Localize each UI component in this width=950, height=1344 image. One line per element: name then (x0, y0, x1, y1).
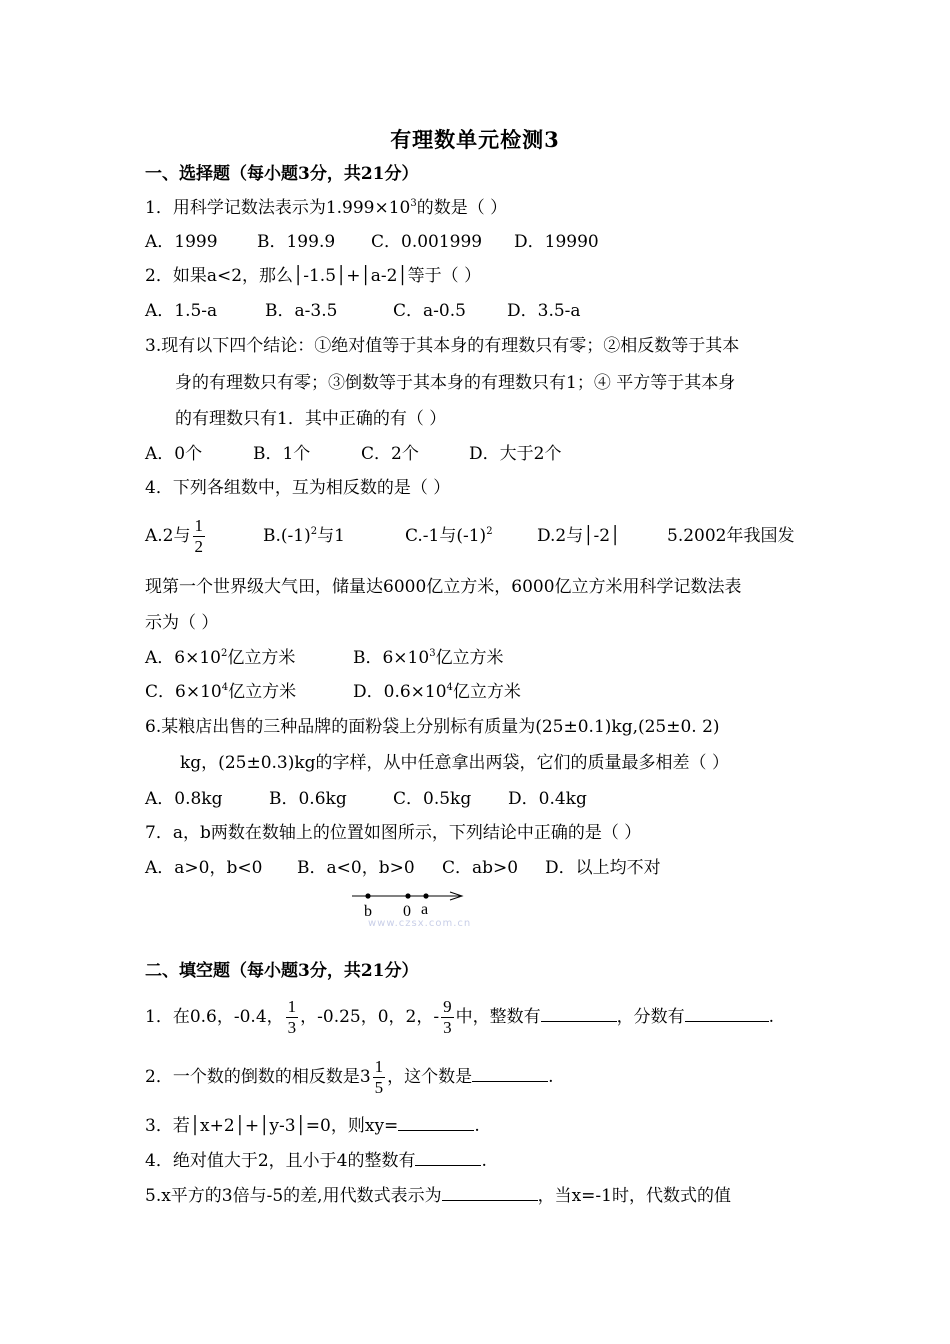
q1-option-d: D．19990 (514, 232, 599, 252)
question-7-options (145, 856, 661, 880)
point-b (365, 893, 370, 898)
page-title: 有理数单元检测3 (390, 127, 560, 152)
q2-option-b: B．a-3.5 (265, 301, 338, 321)
fraction-one-third: $\frac{1}{3}$ (287, 997, 297, 1037)
section1-heading: 一、选择题（每小题3分，共21分） (145, 164, 419, 184)
question-7: 7．a，b两数在数轴上的位置如图所示，下列结论中正确的是（ ） (145, 823, 642, 843)
question-2: 2．如果a<2，那么│-1.5│+│a-2│等于（ ） (145, 266, 482, 286)
question-2-options (145, 299, 581, 323)
blank-xy[interactable] (398, 1114, 474, 1131)
q4-option-d: D.2与│-2│ (537, 526, 621, 546)
blank-number[interactable] (472, 1065, 548, 1082)
q7-option-a: A．a>0，b<0 (145, 858, 263, 878)
q6-option-d: D．0.4kg (508, 789, 587, 809)
fill-question-4: 4．绝对值大于2，且小于4的整数有 . (145, 1151, 487, 1171)
q7-option-d: D．以上均不对 (545, 858, 661, 878)
q5-option-b: B．$6\times 10^3$亿立方米 (353, 648, 504, 668)
blank-integers-range[interactable] (415, 1149, 481, 1166)
question-5-line3: 示为（ ） (145, 613, 219, 633)
q1-option-a: A．1999 (145, 232, 218, 252)
q1-option-c: C．0.001999 (371, 232, 483, 252)
question-4: 4．下列各组数中，互为相反数的是（ ） (145, 478, 451, 498)
q6-option-c: C．0.5kg (393, 789, 472, 809)
question-1-options (145, 230, 599, 254)
point-zero (405, 893, 410, 898)
watermark: www.czsx.com.cn (368, 918, 472, 929)
fraction-nine-thirds: $\frac{9}{3}$ (443, 997, 452, 1037)
q3-option-c: C．2个 (361, 444, 419, 464)
fill-question-1: 1．在0.6，-0.4， $\frac{1}{3}$ ，-0.25，0，2，- $\frac{9}{3}$ 中，整数有 ，分数有 . (145, 997, 775, 1037)
q6-option-b: B．0.6kg (269, 789, 347, 809)
label-zero: 0 (403, 903, 411, 920)
question-3-line3: 的有理数只有1．其中正确的有（ ） (175, 409, 447, 429)
question-5-options-cd (145, 680, 521, 704)
q3-option-d: D．大于2个 (469, 444, 562, 464)
fraction-one-fifth: $\frac{1}{5}$ (374, 1057, 384, 1097)
q7-option-c: C．ab>0 (442, 858, 519, 878)
blank-expression[interactable] (442, 1184, 538, 1201)
section2-heading: 二、填空题（每小题3分，共21分） (145, 961, 419, 981)
q5-option-c: C．$6\times 10^4$亿立方米 (145, 682, 297, 702)
fill-question-2: 2．一个数的倒数的相反数是3 $\frac{1}{5}$ ，这个数是 . (145, 1057, 554, 1097)
fill-question-3: 3．若│x+2│+│y-3│=0，则xy= . (145, 1116, 480, 1136)
q6-option-a: A．0.8kg (145, 789, 223, 809)
point-a (423, 893, 428, 898)
blank-integers[interactable] (541, 1005, 617, 1022)
question-5-options-ab (145, 646, 504, 670)
q3-option-b: B．1个 (253, 444, 311, 464)
question-3-line1: 3.现有以下四个结论：①绝对值等于其本身的有理数只有零；②相反数等于其本 (145, 336, 740, 356)
question-3-options (145, 442, 561, 466)
label-a: a (421, 901, 429, 918)
question-5-start: 5.2002年我国发 (667, 526, 795, 546)
q4-option-a: A.2与 $\frac{1}{2}$ (145, 516, 203, 556)
question-1: 1．用科学记数法表示为$1.999\times 10^3$的数是（ ） (145, 198, 508, 218)
question-6-line1: 6.某粮店出售的三种品牌的面粉袋上分别标有质量为(25±0.1)kg,(25±0. 2) (145, 717, 720, 737)
label-b: b (364, 903, 372, 920)
q3-option-a: A．0个 (145, 444, 203, 464)
q2-option-d: D．3.5-a (507, 301, 581, 321)
question-3-line2: 身的有理数只有零；③倒数等于其本身的有理数只有1；④ 平方等于其本身 (175, 373, 736, 393)
q7-option-b: B．a<0，b>0 (297, 858, 415, 878)
q5-option-a: A．$6\times 10^2$亿立方米 (145, 648, 296, 668)
blank-fractions[interactable] (685, 1005, 769, 1022)
q4-option-b: $B.(-1)^2$与1 (263, 526, 345, 546)
q4-option-c: C.-1与$(-1)^2$ (405, 526, 493, 546)
question-5-line2: 现第一个世界级大气田，储量达6000亿立方米，6000亿立方米用科学记数法表 (145, 577, 742, 597)
q2-option-c: C．a-0.5 (393, 301, 466, 321)
question-6-line2: kg，(25±0.3)kg的字样，从中任意拿出两袋，它们的质量最多相差（ ） (180, 753, 729, 773)
q5-option-d: D．$0.6\times 10^4$亿立方米 (353, 682, 521, 702)
fill-question-5: 5.x平方的3倍与-5的差,用代数式表示为 ，当x=-1时，代数式的值 (145, 1186, 731, 1206)
question-6-options (145, 787, 587, 811)
q2-option-a: A．1.5-a (145, 301, 218, 321)
question-4-options (145, 514, 794, 558)
fraction-one-half: $\frac{1}{2}$ (194, 516, 203, 556)
q1-option-b: B．199.9 (257, 232, 336, 252)
